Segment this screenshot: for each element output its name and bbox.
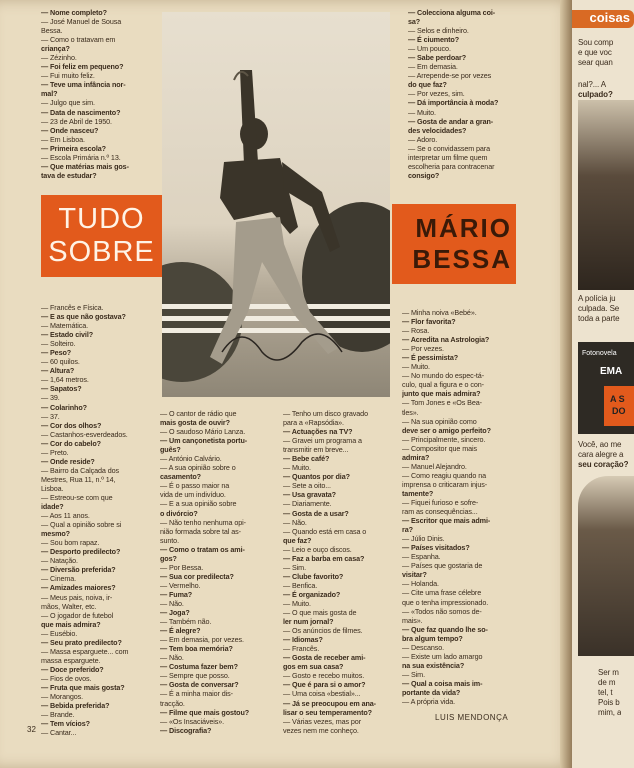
text-line: — Escola Primária n.º 13.	[41, 152, 121, 162]
text-line: — Qual a coisa mais im-	[402, 678, 483, 688]
text-line: culpada. Se	[578, 304, 620, 313]
text-line: — Cite uma frase célebre	[402, 588, 482, 598]
text-line: — Existe um lado amargo	[402, 651, 483, 661]
interview-column-4-bottom	[402, 308, 520, 706]
text-line: — Castanhos-esverdeados.	[41, 429, 128, 439]
text-line: — Cantar...	[41, 728, 77, 738]
next-page-ad	[578, 342, 634, 434]
text-line: — Que é para si o amor?	[283, 680, 366, 690]
text-line: Mestres, Rua 11, n.º 14,	[41, 474, 116, 484]
text-line: — Colarinho?	[41, 402, 87, 412]
next-page-text-4	[578, 440, 628, 470]
text-line: — Actuações na TV?	[283, 427, 353, 437]
text-line: — 1,64 metros.	[41, 375, 89, 385]
text-line: — Fios de ovos.	[41, 673, 92, 683]
text-line: — A própria vida.	[402, 697, 456, 707]
text-line: — Júlio Dinis.	[402, 534, 445, 544]
interview-column-3	[283, 409, 401, 735]
text-line: — Sempre que posso.	[160, 671, 230, 681]
text-line: mais gosta de ouvir?	[160, 418, 230, 428]
text-line: — Muito.	[402, 362, 430, 372]
text-line: transmitir em breve...	[283, 445, 349, 455]
text-line: — Joga?	[160, 608, 190, 618]
text-line: — Flor favorita?	[402, 317, 456, 327]
text-line: — Discografia?	[160, 725, 212, 735]
text-line: — Cinema.	[41, 574, 77, 584]
text-line: escolheria para contracenar	[408, 161, 495, 171]
text-line: — Espanha.	[402, 552, 441, 562]
text-line: — Várias vezes, mas por	[283, 716, 361, 726]
text-line: gos?	[160, 553, 177, 563]
text-line: — Gosta de conversar?	[160, 680, 239, 690]
text-line: — Que faz quando lhe so-	[402, 624, 488, 634]
text-line: — Massa esparguete... com	[41, 646, 129, 656]
text-line: — Cor do cabelo?	[41, 438, 101, 448]
text-line: — Gosta de andar a gran-	[408, 116, 494, 126]
text-line: — Foi feliz em pequeno?	[41, 62, 124, 72]
text-line: Pois b	[598, 698, 620, 707]
text-line: — Primeira escola?	[41, 143, 106, 153]
text-line: que mais admira?	[41, 619, 101, 629]
text-line: — Se o convidassem para	[408, 143, 490, 153]
text-line: — É organizado?	[283, 589, 341, 599]
text-line: — O saudoso Mário Lanza.	[160, 427, 246, 437]
text-line: gos em sua casa?	[283, 662, 344, 672]
text-line: culpado?	[578, 90, 613, 99]
text-line: — Acredita na Astrologia?	[402, 335, 490, 345]
text-line: — Preto.	[41, 447, 69, 457]
text-line: na sua existência?	[402, 660, 465, 670]
text-line: — 37.	[41, 411, 60, 421]
text-line: culo, qual a figura e o con-	[402, 380, 484, 390]
text-line: — Zézinho.	[41, 53, 77, 63]
next-page-strip	[572, 0, 634, 768]
text-line: tracção.	[160, 698, 185, 708]
text-line: — Arrepende-se por vezes	[408, 71, 492, 81]
text-line: idade?	[41, 502, 64, 512]
text-line: — Quantos por dia?	[283, 472, 350, 482]
text-line: do que faz?	[408, 80, 447, 90]
text-line: — Em demasia, por vezes.	[160, 635, 244, 645]
text-line: — Onde reside?	[41, 456, 95, 466]
text-line: — «Os Insaciáveis».	[160, 716, 225, 726]
text-line: — Países visitados?	[402, 543, 470, 553]
text-line: — Vermelho.	[160, 580, 201, 590]
text-line: e que voc	[578, 48, 612, 57]
text-line: que o tenha impressionado.	[402, 597, 489, 607]
text-line: — Francês.	[283, 644, 320, 654]
headline-left-box	[41, 195, 162, 277]
text-line: — Tem boa memória?	[160, 644, 233, 654]
text-line: — Não tenho nenhuma opi-	[160, 517, 246, 527]
text-line: nião formada sobre tal as-	[160, 526, 241, 536]
text-line: — Tenho um disco gravado	[283, 409, 368, 418]
text-line: A polícia ju	[578, 294, 616, 303]
text-line: — Benfica.	[283, 580, 318, 590]
text-line: — Leio e ouço discos.	[283, 544, 352, 554]
text-line: — Diariamente.	[283, 499, 332, 509]
text-line: — Fuma?	[160, 589, 193, 599]
text-line: consigo?	[408, 170, 440, 180]
ad-orange-tile	[604, 386, 634, 426]
text-line: — Qual a opinião sobre si	[41, 520, 122, 530]
text-line: — Sua cor predilecta?	[160, 571, 234, 581]
text-line: — Eusébio.	[41, 628, 78, 638]
text-line: — É alegre?	[160, 626, 201, 636]
text-line: — É ciumento?	[408, 35, 460, 45]
text-line: — Seu prato predilecto?	[41, 637, 122, 647]
text-line: — Colecciona alguma coi-	[408, 8, 496, 17]
text-line: — Escritor que mais admi-	[402, 516, 491, 526]
text-line: des velocidades?	[408, 125, 467, 135]
text-line: vida de um indivíduo.	[160, 490, 226, 500]
text-line: Bessa.	[41, 26, 63, 36]
text-line: — O que mais gosta de	[283, 608, 357, 618]
headline-right-line1: MÁRIO	[415, 213, 512, 243]
text-line: Sou comp	[578, 38, 614, 47]
text-line: — 60 quilos.	[41, 357, 80, 367]
text-line: tava de estudar?	[41, 170, 97, 180]
headline-left-line2: SOBRE	[48, 236, 155, 268]
text-line: — Sim.	[402, 669, 425, 679]
text-line: — É o passo maior na	[160, 481, 230, 491]
text-line: — Os anúncios de filmes.	[283, 626, 363, 636]
text-line: Você, ao me	[578, 440, 622, 449]
text-line: — Minha noiva «Bebé».	[402, 308, 477, 317]
text-line: — É a minha maior dis-	[160, 689, 233, 699]
text-line: — Um pouco.	[408, 44, 451, 54]
text-line: — Bairro da Calçada dos	[41, 465, 120, 475]
text-line: — Por vezes.	[402, 344, 444, 354]
text-line: — E a sua opinião sobre	[160, 499, 237, 509]
text-line: — Selos e dinheiro.	[408, 26, 469, 36]
text-line: para a «Rapsódia».	[283, 418, 344, 428]
text-line: — Como reagiu quando na	[402, 470, 487, 480]
text-line: — Aos 11 anos.	[41, 511, 90, 521]
text-line: — Holanda.	[402, 579, 439, 589]
text-line: — Meus pais, noiva, ir-	[41, 592, 113, 602]
text-line: — Desporto predilecto?	[41, 547, 121, 557]
text-line: — Teve uma infância nor-	[41, 80, 126, 90]
text-line: — Peso?	[41, 348, 72, 358]
text-line: — Também não.	[160, 617, 212, 627]
text-line: — Nome completo?	[41, 8, 107, 17]
text-line: — Solteiro.	[41, 339, 76, 349]
text-line: — Estreou-se com que	[41, 492, 113, 502]
next-page-photo-1	[578, 100, 634, 290]
text-line: — Bebe café?	[283, 454, 330, 464]
text-line: nal?... A	[578, 80, 607, 89]
text-line: o divórcio?	[160, 508, 198, 518]
text-line: — Já se preocupou em ana-	[283, 698, 376, 708]
text-line: — Não.	[160, 598, 184, 608]
text-line: — Usa gravata?	[283, 490, 336, 500]
text-line: mal?	[41, 89, 58, 99]
text-line: interpretar um filme quem	[408, 152, 488, 162]
text-line: — Clube favorito?	[283, 571, 344, 581]
text-line: — Julgo que sim.	[41, 98, 95, 108]
text-line: — Muito.	[408, 107, 436, 117]
text-line: — Descanso.	[402, 642, 445, 652]
headline-left-line1: TUDO	[58, 203, 145, 235]
text-line: — Não.	[283, 517, 307, 527]
text-line: — Muito.	[283, 463, 311, 473]
text-line: — 23 de Abril de 1950.	[41, 116, 112, 126]
text-line: — Francês e Física.	[41, 303, 104, 312]
interview-column-2	[160, 409, 278, 735]
text-line: — Sim.	[283, 562, 306, 572]
ad-label-3: A S	[610, 394, 625, 404]
text-line: visitar?	[402, 570, 427, 580]
text-line: — Tem vícios?	[41, 719, 90, 729]
ad-label-1: Fotonovela	[582, 350, 617, 357]
interview-column-1-bottom	[41, 303, 159, 737]
text-line: — Como o tratavam em	[41, 35, 116, 45]
text-line: mesmo?	[41, 529, 70, 539]
text-line: casamento?	[160, 472, 201, 482]
text-line: — «Todos não somos de-	[402, 606, 482, 616]
text-line: — Fruta que mais gosta?	[41, 682, 125, 692]
text-line: massa esparguete.	[41, 655, 101, 665]
ad-label-4: DO	[612, 406, 626, 416]
text-line: — Uma coisa «bestial»...	[283, 689, 361, 699]
next-page-text-2	[578, 80, 613, 100]
text-line: sunto.	[160, 535, 179, 545]
text-line: deve ser o amigo perfeito?	[402, 425, 491, 435]
text-line: — Matemática.	[41, 321, 89, 331]
text-line: — Muito.	[283, 598, 311, 608]
text-line: — E as que não gostava?	[41, 312, 126, 322]
text-line: admira?	[402, 452, 430, 462]
text-line: lisar o seu temperamento?	[283, 707, 372, 717]
text-line: — Gravei um programa a	[283, 436, 362, 446]
text-line: — No mundo do espec-tá-	[402, 371, 484, 381]
text-line: — Diversão preferida?	[41, 565, 116, 575]
text-line: — Por Bessa.	[160, 562, 204, 572]
text-line: — Bebida preferida?	[41, 701, 110, 711]
text-line: ler num jornal?	[283, 617, 334, 627]
text-line: — Sete a oito...	[283, 481, 331, 491]
text-line: — Por vezes, sim.	[408, 89, 465, 99]
text-line: imprensa o criticaram injus-	[402, 479, 488, 489]
text-line: — 39.	[41, 393, 60, 403]
text-line: — Tom Jones e «Os Bea-	[402, 398, 482, 408]
next-page-photo-2	[578, 476, 634, 656]
text-line: — Filme que mais gostou?	[160, 707, 250, 717]
text-line: criança?	[41, 44, 70, 54]
next-page-text-3	[578, 294, 620, 324]
interview-column-4-top	[408, 8, 520, 180]
text-line: Ser m	[598, 668, 619, 677]
text-line: — Países que gostaria de	[402, 561, 483, 571]
text-line: — Em Lisboa.	[41, 134, 85, 144]
byline: LUIS MENDONÇA	[435, 713, 509, 722]
text-line: mim, a	[598, 708, 622, 717]
text-line: — Manuel Alejandro.	[402, 461, 467, 471]
text-line: — José Manuel de Sousa	[41, 17, 122, 27]
headline-right-line2: BESSA	[412, 244, 512, 274]
text-line: — Na sua opinião como	[402, 416, 477, 426]
next-page-text-5	[598, 668, 621, 718]
text-line: — Costuma fazer bem?	[160, 662, 238, 672]
text-line: — António Calvário.	[160, 454, 222, 464]
text-line: guês?	[160, 445, 181, 455]
text-line: — Onde nasceu?	[41, 125, 99, 135]
text-line: que faz?	[283, 535, 312, 545]
text-line: — Compositor que mais	[402, 443, 477, 453]
text-line: — Cor dos olhos?	[41, 420, 102, 430]
text-line: — Doce preferido?	[41, 664, 104, 674]
text-line: mãos, Walter, etc.	[41, 601, 97, 611]
ad-label-2: EMA	[600, 366, 623, 377]
text-line: — Sapatos?	[41, 384, 82, 394]
text-line: bra algum tempo?	[402, 633, 463, 643]
text-line: — Estado civil?	[41, 330, 94, 340]
text-line: — Morangos.	[41, 692, 84, 702]
text-line: — Não.	[160, 653, 184, 663]
text-line: — Adoro.	[408, 134, 438, 144]
text-line: seu coração?	[578, 460, 629, 469]
text-line: vezes nem me conheço.	[283, 725, 359, 735]
text-line: tamente?	[402, 488, 434, 498]
interview-column-1-top	[41, 8, 159, 180]
text-line: — Como o tratam os ami-	[160, 544, 245, 554]
text-line: — Rosa.	[402, 326, 430, 336]
text-line: — O cantor de rádio que	[160, 409, 237, 418]
page-number: 32	[27, 725, 36, 734]
text-line: — Fui muito feliz.	[41, 71, 95, 81]
text-line: — Altura?	[41, 366, 75, 376]
text-line: de m	[598, 678, 616, 687]
text-line: — Sou bom rapaz.	[41, 538, 100, 548]
text-line: sear quan	[578, 58, 613, 67]
coisas-logo: coisas	[572, 10, 634, 28]
text-line: — Sabe perdoar?	[408, 53, 467, 63]
text-line: tles».	[402, 407, 419, 417]
text-line: portante da vida?	[402, 687, 461, 697]
text-line: — Quando está em casa o	[283, 526, 367, 536]
headline-right-box	[392, 204, 516, 284]
text-line: ra?	[402, 525, 413, 535]
text-line: — Dá importância à moda?	[408, 98, 499, 108]
text-line: — O jogador de futebol	[41, 610, 114, 620]
text-line: — Principalmente, sincero.	[402, 434, 486, 444]
text-line: mais».	[402, 615, 423, 625]
text-line: — Data de nascimento?	[41, 107, 121, 117]
text-line: — Que matérias mais gos-	[41, 161, 129, 171]
text-line: — Natação.	[41, 556, 78, 566]
text-line: cara alegre a	[578, 450, 624, 459]
text-line: tel, t	[598, 688, 613, 697]
text-line: — Faz a barba em casa?	[283, 553, 365, 563]
text-line: — Idiomas?	[283, 635, 323, 645]
next-page-text-1	[578, 38, 613, 68]
text-line: junto que mais admira?	[402, 389, 481, 399]
text-line: — Gosta de receber ami-	[283, 653, 366, 663]
text-line: — Em demasia.	[408, 62, 458, 72]
text-line: — Brande.	[41, 710, 75, 720]
text-line: — Fiquei furioso e sofre-	[402, 497, 479, 507]
text-line: sa?	[408, 17, 421, 27]
singer-photo	[162, 12, 390, 397]
text-line: Lisboa.	[41, 483, 64, 493]
text-line: — Amizades maiores?	[41, 583, 116, 593]
text-line: — Gosta de a usar?	[283, 508, 349, 518]
text-line: — Gosto e recebo muitos.	[283, 671, 365, 681]
text-line: ram as consequências...	[402, 507, 478, 517]
text-line: — É pessimista?	[402, 353, 459, 363]
text-line: — A sua opinião sobre o	[160, 463, 236, 473]
text-line: — Um cançonetista portu-	[160, 436, 248, 446]
text-line: toda a parte	[578, 314, 620, 323]
